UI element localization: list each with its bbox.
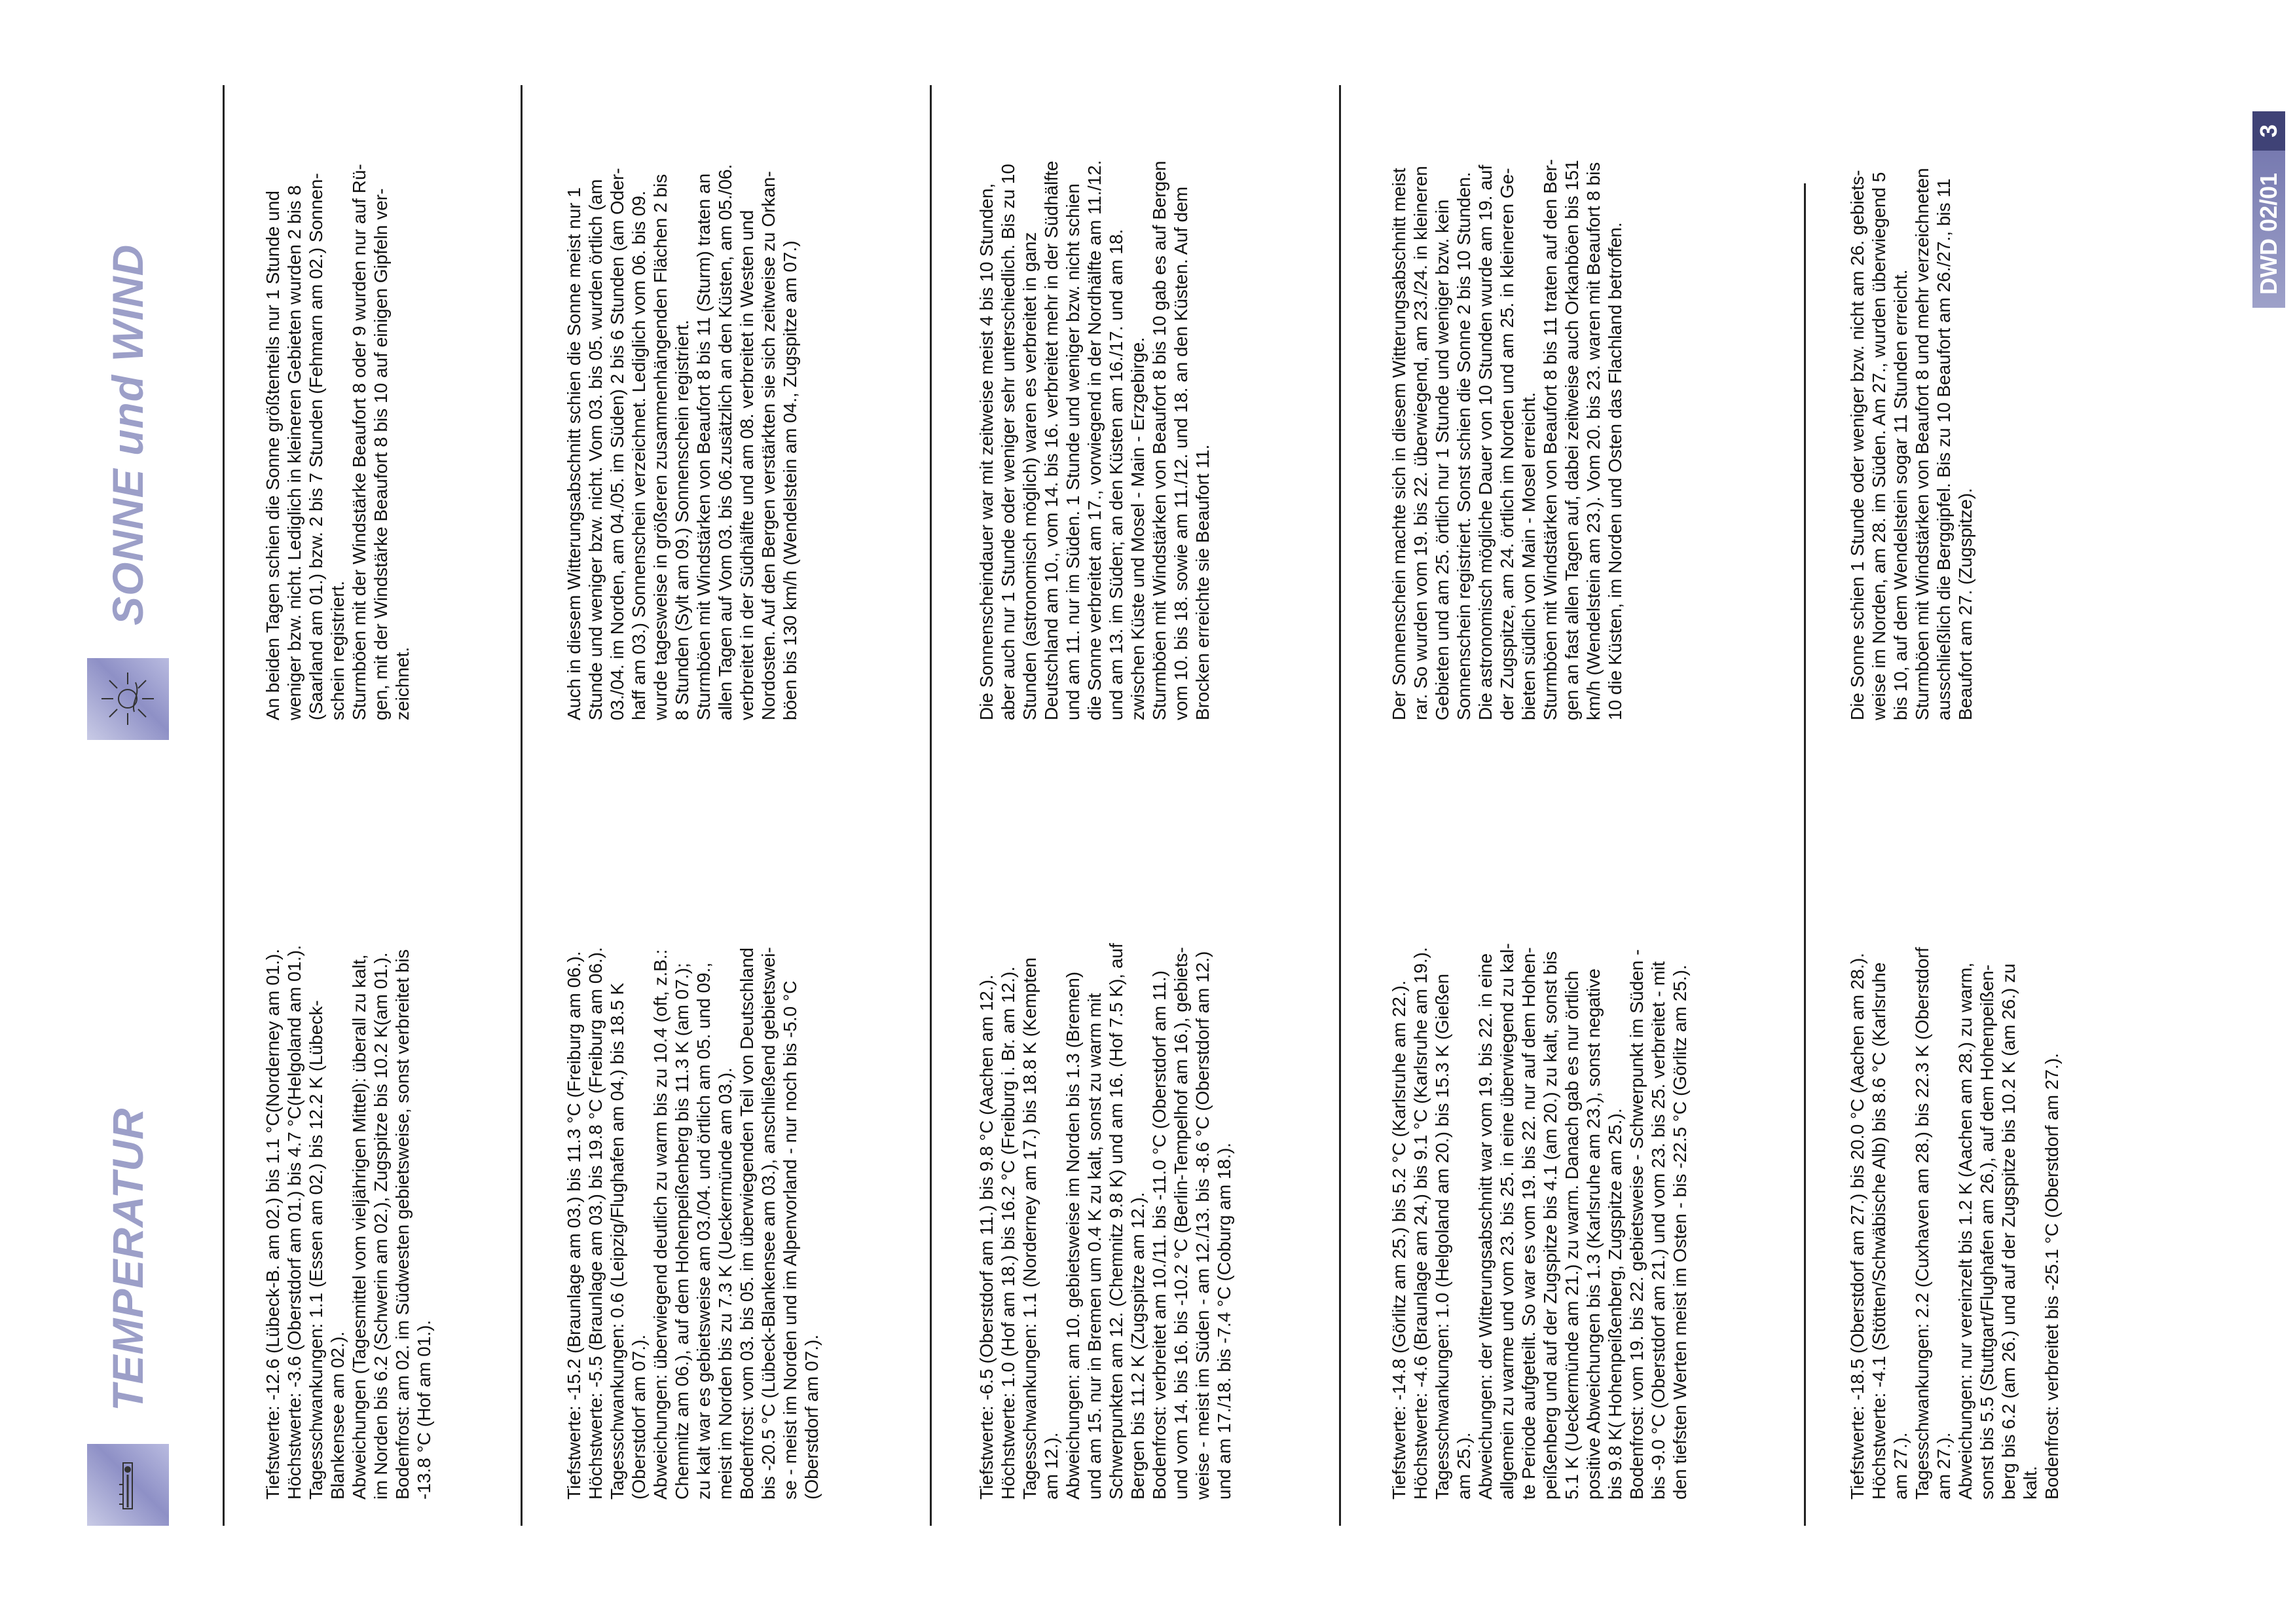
row-3-sun-wind-text: Die Sonnenscheindauer war mit zeitweise meist 4 bis 10 Stunden, aber auch nur 1 Stunde oder weniger sehr unterschiedlich. Bis zu 10 Stunden (astronomisch möglich) waren es verbreitet in ganz Deutschland am 10., vom 14. bis 16. verbreitet mehr in der Südhälfte und am 11. nur im Süden. 1 Stunde und weniger bzw. nicht schien die Sonne verbreitet am 17., vorwiegend in der Nordhälfte am 11./12. und am 13. im Süden; an den Küsten am 16./17. und am 18. zwischen Küste und Mosel - Main - Erzgebirge. Sturmböen mit Windstärken von Beaufort 8 bis 10 gab es auf Bergen vom 10. bis 18. sowie am 11./12. und 18. an den Küsten. Auf dem Brocken erreichte sie Beaufort 11. — [976, 160, 1213, 720]
temperature-header — [85, 1108, 170, 1526]
row-4-temperature-text: Tiefstwerte: -14.8 (Görlitz am 25.) bis 5.2 °C (Karlsruhe am 22.). Höchstwerte: -4.6 (Braunlage am 24.) bis 9.1 °C (Karlsruhe am 19.). Tagesschwankungen: 1.0 (Helgoland am 20.) bis 15.3 K (Gießen am 25.). Abweichungen: der Witterungsabschnitt war vom 19. bis 22. in eine allgemein zu warme und vom 23. bis 25. in eine überwiegend zu kal- te Periode aufgeteilt. So war es vom 19. bis 22. nur auf dem Hohen- peißenberg und auf der Zugspitze bis 4.1 (am 20.) zu kalt, sonst bis 5.1 K (Ueckermünde am 21.) zu warm. Danach gab es nur örtlich positive Abweichungen bis 1.3 (Karlsruhe am 23.), sonst negative bis 9.8 K( Hohenpeißenberg, Zugspitze am 25.). Bodenfrost: vom 19. bis 22. gebietsweise - Schwerpunkt im Süden - bis -9.0 °C (Oberstdorf am 21.) und vom 23. bis 25. verbreitet - mit den tiefsten Werten meist im Osten - bis -22.5 °C (Görlitz am 25.). — [1389, 943, 1690, 1500]
sun-wind-title: SONNE und WIND — [103, 244, 152, 625]
row-4-sun-wind-text: Der Sonnenschein machte sich in diesem Witterungsabschnitt meist rar. So wurden vom 19. bis 22. überwiegend, am 23./24. in kleineren Gebieten und am 25. örtlich nur 1 Stunde und weniger bzw. kein Sonnenschein registriert. Sonst schien die Sonne 2 bis 10 Stunden. Die astronomisch mögliche Dauer von 10 Stunden wurde am 19. auf der Zugspitze, am 24. örtlich im Norden und am 25. in kleineren Ge- bieten südlich von Main - Mosel erreicht. Sturmböen mit Windstärken von Beaufort 8 bis 11 traten auf den Ber- gen an fast allen Tagen auf, dabei zeitweise auch Orkanböen bis 151 km/h (Wendelstein am 23.). Vom 20. bis 23. waren mit Beaufort 8 bis 10 die Küsten, im Norden und Osten das Flachland betroffen. — [1389, 158, 1625, 720]
sun-wind-icon — [87, 658, 169, 740]
row-divider — [930, 85, 932, 1526]
page-badge — [2252, 111, 2285, 308]
row-5-temperature-text: Tiefstwerte: -18.5 (Oberstdorf am 27.) bis 20.0 °C (Aachen am 28.). Höchstwerte: -4.1 (Stötten/Schwäbische Alb) bis 8.6 °C (Karlsruhe am 27.). Tagesschwankungen: 2.2 (Cuxhaven am 28.) bis 22.3 K (Oberstdorf am 27.). Abweichungen: nur vereinzelt bis 1.2 K (Aachen am 28.) zu warm, sonst bis 5.5 (Stuttgart/Flughafen am 26.), auf dem Hohenpeißen- berg bis 6.2 (am 26.) und auf der Zugspitze bis 10.2 K (am 26.) zu kalt. Bodenfrost: verbreitet bis -25.1 °C (Oberstdorf am 27.). — [1847, 947, 2062, 1500]
row-5-sun-wind-text: Die Sonne schien 1 Stunde oder weniger bzw. nicht am 26. gebiets- weise im Norden, am 28. im Süden. Am 27., wurden überwiegend 5 bis 10, auf dem Wendelstein sogar 11 Stunden erreicht. Sturmböen mit Windstärken von Beaufort 8 und mehr verzeichneten ausschließlich die Berggipfel. Bis zu 10 Beaufort am 26./27., bis 11 Beaufort am 27. (Zugspitze). — [1847, 168, 1975, 720]
row-1-temperature-text: Tiefstwerte: -12.6 (Lübeck-B. am 02.) bis 1.1 °C(Norderney am 01.). Höchstwerte: -3.6 (Oberstdorf am 01.) bis 4.7 °C(Helgoland am 01.). Tagesschwankungen: 1.1 (Essen am 02.) bis 12.2 K (Lübeck- Blankensee am 02.). Abweichungen (Tagesmittel vom vieljährigen Mittel): überall zu kalt, im Norden bis 6.2 (Schwerin am 02.), Zugspitze bis 10.2 K(am 01.). Bodenfrost: am 02. im Südwesten gebietsweise, sonst verbreitet bis -13.8 °C (Hof am 01.). — [263, 945, 434, 1500]
temperature-title: TEMPERATUR — [103, 1107, 152, 1411]
top-divider — [223, 85, 225, 1526]
row-2-sun-wind-text: Auch in diesem Witterungsabschnitt schien die Sonne meist nur 1 Stunde und weniger bzw. nicht. Vom 03. bis 05. wurden örtlich (am 03./04. im Norden, am 04./05. im Süden) 2 bis 6 Stunden (am Oder- haff am 03.) Sonnenschein verzeichnet. Lediglich vom 06. bis 09. wurde tagesweise in größeren zusammenhängenden Flächen 2 bis 8 Stunden (Sylt am 09.) Sonnenschein registriert. Sturmböen mit Windstärken von Beaufort 8 bis 11 (Sturm) traten an allen Tagen auf Vom 03. bis 06.zusätzlich an den Küsten, am 05./06. verbreitet in der Südhälfte und am 08. verbreitet in Westen und Nordosten. Auf den Bergen verstärkten sie sich zeitweise zu Orkan- böen bis 130 km/h (Wendelstein am 04., Zugspitze am 07.) — [564, 164, 800, 720]
issue-label: DWD 02/01 — [2255, 172, 2282, 295]
row-divider — [1804, 183, 1806, 1526]
row-divider — [521, 85, 523, 1526]
page-number: 3 — [2252, 111, 2285, 151]
row-1-sun-wind-text: An beiden Tagen schien die Sonne größtenteils nur 1 Stunde und weniger bzw. nicht. Lediglich in kleineren Gebieten wurden 2 bis 8 (Saarland am 01.) bzw. 2 bis 7 Stunden (Fehmarn am 02.) Sonnen- schein registriert. Sturmböen mit der Windstärke Beaufort 8 oder 9 wurden nur auf Rü- gen, mit der Windstärke Beaufort 8 bis 10 auf einigen Gipfeln ver- zeichnet. — [263, 164, 413, 720]
thermometer-icon — [87, 1444, 169, 1526]
row-3-temperature-text: Tiefstwerte: -6.5 (Oberstdorf am 11.) bis 9.8 °C (Aachen am 12.). Höchstwerte: 1.0 (Hof am 18.) bis 16.2 °C (Freiburg i. Br. am 12.). Tagesschwankungen: 1.1 (Norderney am 17.) bis 18.8 K (Kempten am 12.). Abweichungen: am 10. gebietsweise im Norden bis 1.3 (Bremen) und am 15. nur in Bremen um 0.4 K zu kalt, sonst zu warm mit Schwerpunkten am 12. (Chemnitz 9.8 K) und am 16. (Hof 7.5 K), auf Bergen bis 11.2 K (Zugspitze am 12.). Bodenfrost: verbreitet am 10./11. bis -11.0 °C (Oberstdorf am 11.) und vom 14. bis 16. bis -10.2 °C (Berlin-Tempelhof am 16.), gebiets- weise - meist im Süden - am 12./13. bis -8.6 °C (Oberstdorf am 12.) und am 17./18. bis -7.4 °C (Coburg am 18.). — [976, 943, 1234, 1500]
row-2-temperature-text: Tiefstwerte: -15.2 (Braunlage am 03.) bis 11.3 °C (Freiburg am 06.). Höchstwerte: -5.5 (Braunlage am 03.) bis 19.8 °C (Freiburg am 06.). Tagesschwankungen: 0.6 (Leipzig/Flughafen am 04.) bis 18.5 K (Oberstdorf am 07.). Abweichungen: überwiegend deutlich zu warm bis zu 10.4 (oft, z.B.: Chemnitz am 06.), auf dem Hohenpeißenberg bis 11.3 K (am 07.); zu kalt war es gebietsweise am 03./04. und örtlich am 05. und 09., meist im Norden bis zu 7.3 K (Ueckermünde am 03.). Bodenfrost: vom 03. bis 05. im überwiegenden Teil von Deutschland bis -20.5 °C (Lübeck-Blankensee am 03.), anschließend gebietswei- se - meist im Norden und im Alpenvorland - nur noch bis -5.0 °C (Oberstdorf am 07.). — [564, 947, 822, 1500]
sun-wind-header — [85, 244, 170, 740]
row-divider — [1339, 85, 1341, 1526]
